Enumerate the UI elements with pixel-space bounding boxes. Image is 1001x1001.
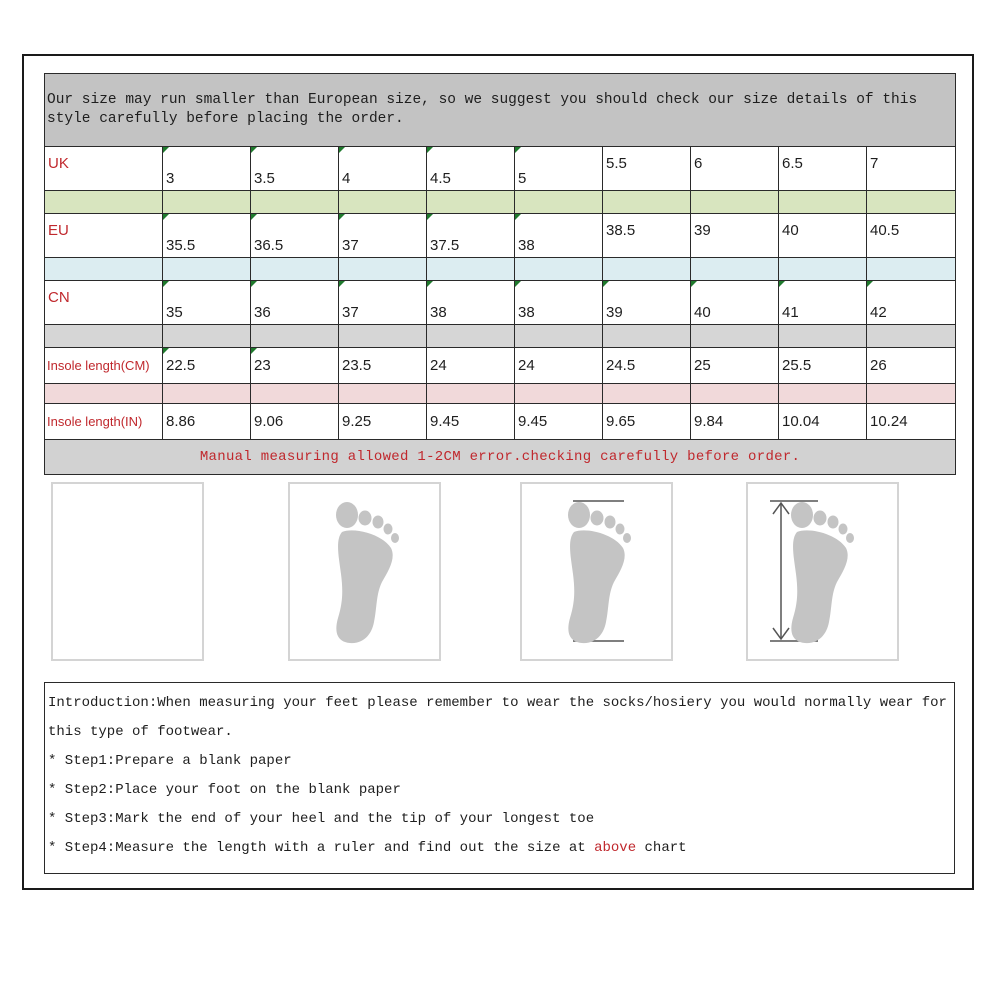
size-row-insole-in — [45, 404, 956, 440]
cn-cell: 36 — [251, 281, 339, 325]
size-row-uk — [45, 147, 956, 191]
cn-cell: 40 — [691, 281, 779, 325]
insole-cm-cell: 24.5 — [603, 348, 691, 384]
cn-cell: 38 — [427, 281, 515, 325]
insole-in-cell: 9.06 — [251, 404, 339, 440]
step-4 — [48, 834, 951, 863]
insole-cm-cell: 24 — [515, 348, 603, 384]
row-label-eu: EU — [45, 214, 163, 258]
foot-measured-panel — [746, 482, 899, 661]
uk-cell: 3.5 — [251, 147, 339, 191]
insole-in-cell: 9.45 — [427, 404, 515, 440]
step-3: * Step3:Mark the end of your heel and the tip of your longest toe — [48, 811, 595, 827]
blank-paper-panel — [51, 482, 204, 661]
uk-cell: 4 — [339, 147, 427, 191]
eu-cell: 36.5 — [251, 214, 339, 258]
eu-cell: 35.5 — [163, 214, 251, 258]
row-label-insole-cm: Insole length(CM) — [45, 348, 163, 384]
size-row-insole-cm — [45, 348, 956, 384]
insole-cm-cell: 24 — [427, 348, 515, 384]
step-4-highlight: above — [594, 840, 637, 856]
intro-text: Introduction:When measuring your feet please remember to wear the socks/hosiery you would normally wear for this type of footwear. — [48, 695, 947, 740]
insole-cm-cell: 26 — [867, 348, 956, 384]
band-row-blue — [45, 258, 956, 281]
foot-icon — [290, 484, 443, 663]
size-notice: Our size may run smaller than European size, so we suggest you should check our size details of this style carefully before placing the order. — [45, 74, 956, 147]
size-row-cn — [45, 281, 956, 325]
insole-cm-cell: 25 — [691, 348, 779, 384]
uk-cell: 3 — [163, 147, 251, 191]
cn-cell: 38 — [515, 281, 603, 325]
insole-in-cell: 8.86 — [163, 404, 251, 440]
row-label-insole-in: Insole length(IN) — [45, 404, 163, 440]
band-row-pink — [45, 384, 956, 404]
eu-cell: 39 — [691, 214, 779, 258]
insole-in-cell: 10.24 — [867, 404, 956, 440]
row-label-uk: UK — [45, 147, 163, 191]
eu-cell: 37 — [339, 214, 427, 258]
eu-cell: 37.5 — [427, 214, 515, 258]
step-4-prefix: * Step4:Measure the length with a ruler and find out the size at — [48, 840, 595, 856]
uk-cell: 5 — [515, 147, 603, 191]
foot-panel — [288, 482, 441, 661]
band-row-gray — [45, 325, 956, 348]
uk-cell: 6.5 — [779, 147, 867, 191]
cn-cell: 39 — [603, 281, 691, 325]
eu-cell: 38.5 — [603, 214, 691, 258]
insole-cm-cell: 23 — [251, 348, 339, 384]
insole-in-cell: 9.84 — [691, 404, 779, 440]
cn-cell: 35 — [163, 281, 251, 325]
insole-in-cell: 9.25 — [339, 404, 427, 440]
size-row-eu — [45, 214, 956, 258]
measuring-note: Manual measuring allowed 1-2CM error.checking carefully before order. — [45, 440, 956, 475]
size-chart-table — [44, 73, 956, 475]
insole-in-cell: 9.45 — [515, 404, 603, 440]
uk-cell: 4.5 — [427, 147, 515, 191]
step-1: * Step1:Prepare a blank paper — [48, 753, 292, 769]
eu-cell: 40.5 — [867, 214, 956, 258]
insole-cm-cell: 23.5 — [339, 348, 427, 384]
band-row-green — [45, 191, 956, 214]
foot-marked-panel — [520, 482, 673, 661]
uk-cell: 5.5 — [603, 147, 691, 191]
insole-cm-cell: 25.5 — [779, 348, 867, 384]
uk-cell: 7 — [867, 147, 956, 191]
foot-measured-icon — [748, 484, 901, 663]
eu-cell: 40 — [779, 214, 867, 258]
foot-marked-icon — [522, 484, 675, 663]
row-label-cn: CN — [45, 281, 163, 325]
cn-cell: 42 — [867, 281, 956, 325]
eu-cell: 38 — [515, 214, 603, 258]
cn-cell: 37 — [339, 281, 427, 325]
insole-in-cell: 9.65 — [603, 404, 691, 440]
uk-cell: 6 — [691, 147, 779, 191]
cn-cell: 41 — [779, 281, 867, 325]
insole-cm-cell: 22.5 — [163, 348, 251, 384]
step-2: * Step2:Place your foot on the blank paper — [48, 782, 401, 798]
step-4-suffix: chart — [636, 840, 687, 856]
measuring-instructions — [44, 682, 955, 874]
insole-in-cell: 10.04 — [779, 404, 867, 440]
